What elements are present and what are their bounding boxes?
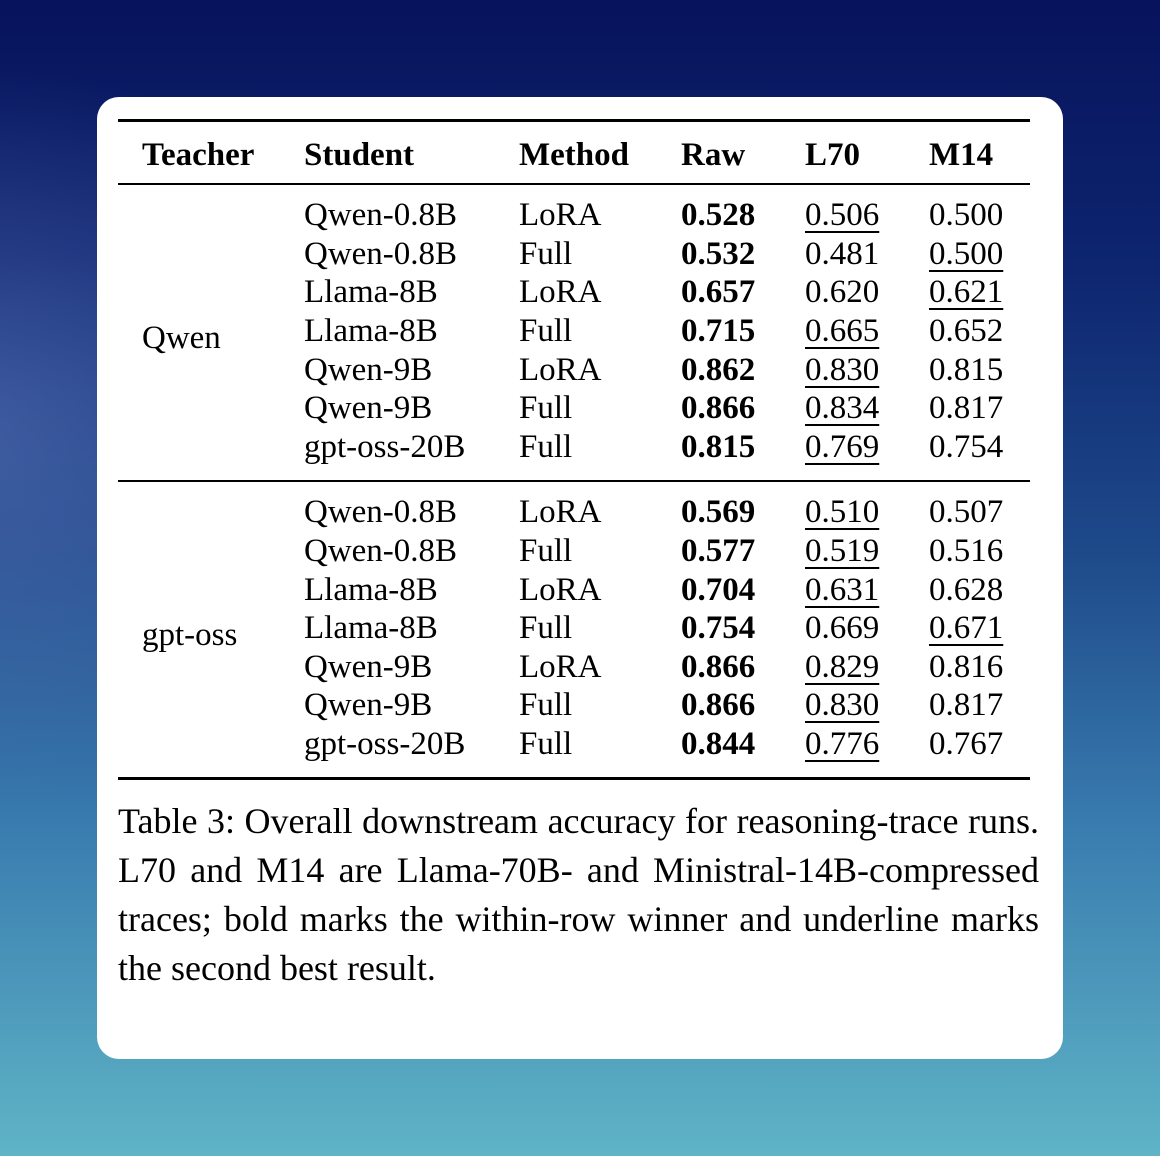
l70-cell <box>805 184 929 235</box>
l70-cell <box>805 389 929 428</box>
method-cell <box>519 273 681 312</box>
method-cell-value: Full <box>519 533 573 570</box>
raw-cell <box>681 389 805 428</box>
m14-cell <box>929 686 1030 725</box>
table-body <box>118 184 1030 779</box>
method-cell-value: Full <box>519 610 573 647</box>
raw-cell <box>681 481 805 532</box>
m14-cell-value: 0.507 <box>929 494 1004 531</box>
student-cell-value: Qwen-9B <box>304 390 433 427</box>
student-cell <box>304 273 519 312</box>
method-cell-value: LoRA <box>519 648 602 685</box>
teacher-cell: Qwen <box>142 320 221 357</box>
raw-cell-value: 0.866 <box>681 390 756 427</box>
m14-cell <box>929 312 1030 351</box>
m14-cell <box>929 273 1030 312</box>
raw-cell <box>681 648 805 687</box>
m14-cell <box>929 725 1030 779</box>
student-cell <box>304 389 519 428</box>
header-l70: L70 <box>805 136 861 173</box>
raw-cell <box>681 532 805 571</box>
raw-cell-value: 0.715 <box>681 313 756 350</box>
table-header-row <box>118 121 1030 185</box>
raw-cell-value: 0.815 <box>681 428 756 465</box>
raw-cell <box>681 570 805 609</box>
method-cell <box>519 389 681 428</box>
l70-cell <box>805 648 929 687</box>
method-cell <box>519 532 681 571</box>
table-row <box>118 184 1030 235</box>
method-cell <box>519 570 681 609</box>
l70-cell-value: 0.830 <box>805 687 880 724</box>
method-cell <box>519 312 681 351</box>
student-cell-value: Qwen-9B <box>304 687 433 724</box>
student-cell-value: Llama-8B <box>304 313 438 350</box>
student-cell <box>304 428 519 482</box>
l70-cell-value: 0.776 <box>805 726 880 763</box>
m14-cell-value: 0.815 <box>929 351 1004 388</box>
m14-cell-value: 0.817 <box>929 687 1004 724</box>
student-cell-value: Qwen-9B <box>304 648 433 685</box>
method-cell <box>519 481 681 532</box>
m14-cell-value: 0.817 <box>929 390 1004 427</box>
raw-cell <box>681 428 805 482</box>
l70-cell-value: 0.519 <box>805 533 880 570</box>
l70-cell-value: 0.669 <box>805 610 880 647</box>
raw-cell <box>681 350 805 389</box>
l70-cell-value: 0.631 <box>805 571 880 608</box>
l70-cell <box>805 532 929 571</box>
m14-cell-value: 0.816 <box>929 648 1004 685</box>
l70-cell <box>805 273 929 312</box>
method-cell-value: LoRA <box>519 351 602 388</box>
m14-cell-value: 0.500 <box>929 235 1004 272</box>
m14-cell-value: 0.628 <box>929 571 1004 608</box>
l70-cell-value: 0.510 <box>805 494 880 531</box>
raw-cell-value: 0.657 <box>681 274 756 311</box>
method-cell-value: LoRA <box>519 494 602 531</box>
raw-cell-value: 0.704 <box>681 571 756 608</box>
student-cell <box>304 609 519 648</box>
method-cell <box>519 428 681 482</box>
l70-cell <box>805 481 929 532</box>
teacher-cell: gpt-oss <box>142 617 238 654</box>
student-cell-value: Llama-8B <box>304 571 438 608</box>
student-cell-value: gpt-oss-20B <box>304 726 466 763</box>
raw-cell-value: 0.532 <box>681 235 756 272</box>
table-caption: Table 3: Overall downstream accuracy for reasoning-trace runs. L70 and M14 are Llama-70B- and Ministral-14B-compressed traces; bold marks the within-row winner and underline marks the second best result. <box>118 801 1039 988</box>
method-cell-value: LoRA <box>519 274 602 311</box>
m14-cell-value: 0.621 <box>929 274 1004 311</box>
student-cell <box>304 312 519 351</box>
l70-cell <box>805 686 929 725</box>
raw-cell <box>681 609 805 648</box>
l70-cell-value: 0.830 <box>805 351 880 388</box>
header-student: Student <box>304 136 415 173</box>
m14-cell <box>929 481 1030 532</box>
raw-cell-value: 0.754 <box>681 610 756 647</box>
m14-cell-value: 0.754 <box>929 428 1004 465</box>
student-cell <box>304 184 519 235</box>
raw-cell <box>681 235 805 274</box>
m14-cell <box>929 350 1030 389</box>
l70-cell <box>805 350 929 389</box>
method-cell-value: Full <box>519 235 573 272</box>
m14-cell-value: 0.671 <box>929 610 1004 647</box>
l70-cell <box>805 312 929 351</box>
l70-cell <box>805 609 929 648</box>
student-cell <box>304 481 519 532</box>
l70-cell <box>805 428 929 482</box>
method-cell-value: Full <box>519 428 573 465</box>
method-cell <box>519 350 681 389</box>
header-raw: Raw <box>681 136 746 173</box>
method-cell <box>519 725 681 779</box>
method-cell-value: Full <box>519 390 573 427</box>
raw-cell <box>681 184 805 235</box>
method-cell <box>519 235 681 274</box>
method-cell <box>519 648 681 687</box>
method-cell-value: Full <box>519 687 573 724</box>
m14-cell-value: 0.652 <box>929 313 1004 350</box>
method-cell <box>519 609 681 648</box>
method-cell-value: Full <box>519 313 573 350</box>
raw-cell <box>681 312 805 351</box>
student-cell-value: Qwen-0.8B <box>304 533 458 570</box>
raw-cell <box>681 686 805 725</box>
raw-cell <box>681 725 805 779</box>
m14-cell <box>929 428 1030 482</box>
student-cell <box>304 648 519 687</box>
m14-cell <box>929 389 1030 428</box>
m14-cell-value: 0.500 <box>929 197 1004 234</box>
l70-cell-value: 0.834 <box>805 390 880 427</box>
raw-cell-value: 0.528 <box>681 197 756 234</box>
m14-cell <box>929 532 1030 571</box>
header-teacher: Teacher <box>142 136 255 173</box>
student-cell <box>304 532 519 571</box>
l70-cell <box>805 725 929 779</box>
m14-cell <box>929 235 1030 274</box>
student-cell <box>304 350 519 389</box>
m14-cell-value: 0.516 <box>929 533 1004 570</box>
l70-cell-value: 0.829 <box>805 648 880 685</box>
method-cell-value: LoRA <box>519 197 602 234</box>
method-cell-value: LoRA <box>519 571 602 608</box>
raw-cell-value: 0.577 <box>681 533 756 570</box>
method-cell <box>519 686 681 725</box>
student-cell-value: Llama-8B <box>304 610 438 647</box>
method-cell <box>519 184 681 235</box>
l70-cell-value: 0.481 <box>805 235 880 272</box>
header-m14: M14 <box>929 136 994 173</box>
m14-cell <box>929 570 1030 609</box>
l70-cell-value: 0.665 <box>805 313 880 350</box>
student-cell-value: Qwen-0.8B <box>304 494 458 531</box>
student-cell <box>304 235 519 274</box>
l70-cell <box>805 235 929 274</box>
raw-cell-value: 0.866 <box>681 648 756 685</box>
m14-cell-value: 0.767 <box>929 726 1004 763</box>
student-cell <box>304 570 519 609</box>
l70-cell-value: 0.769 <box>805 428 880 465</box>
method-cell-value: Full <box>519 726 573 763</box>
student-cell-value: Qwen-0.8B <box>304 197 458 234</box>
student-cell-value: Qwen-9B <box>304 351 433 388</box>
raw-cell-value: 0.866 <box>681 687 756 724</box>
m14-cell <box>929 184 1030 235</box>
table-card <box>97 97 1063 1059</box>
student-cell-value: gpt-oss-20B <box>304 428 466 465</box>
raw-cell-value: 0.844 <box>681 726 756 763</box>
student-cell-value: Qwen-0.8B <box>304 235 458 272</box>
m14-cell <box>929 648 1030 687</box>
table-row <box>118 481 1030 532</box>
student-cell <box>304 686 519 725</box>
raw-cell <box>681 273 805 312</box>
results-table <box>118 119 1030 780</box>
student-cell-value: Llama-8B <box>304 274 438 311</box>
raw-cell-value: 0.569 <box>681 494 756 531</box>
l70-cell-value: 0.620 <box>805 274 880 311</box>
m14-cell <box>929 609 1030 648</box>
raw-cell-value: 0.862 <box>681 351 756 388</box>
header-method: Method <box>519 136 629 173</box>
l70-cell-value: 0.506 <box>805 197 880 234</box>
student-cell <box>304 725 519 779</box>
l70-cell <box>805 570 929 609</box>
